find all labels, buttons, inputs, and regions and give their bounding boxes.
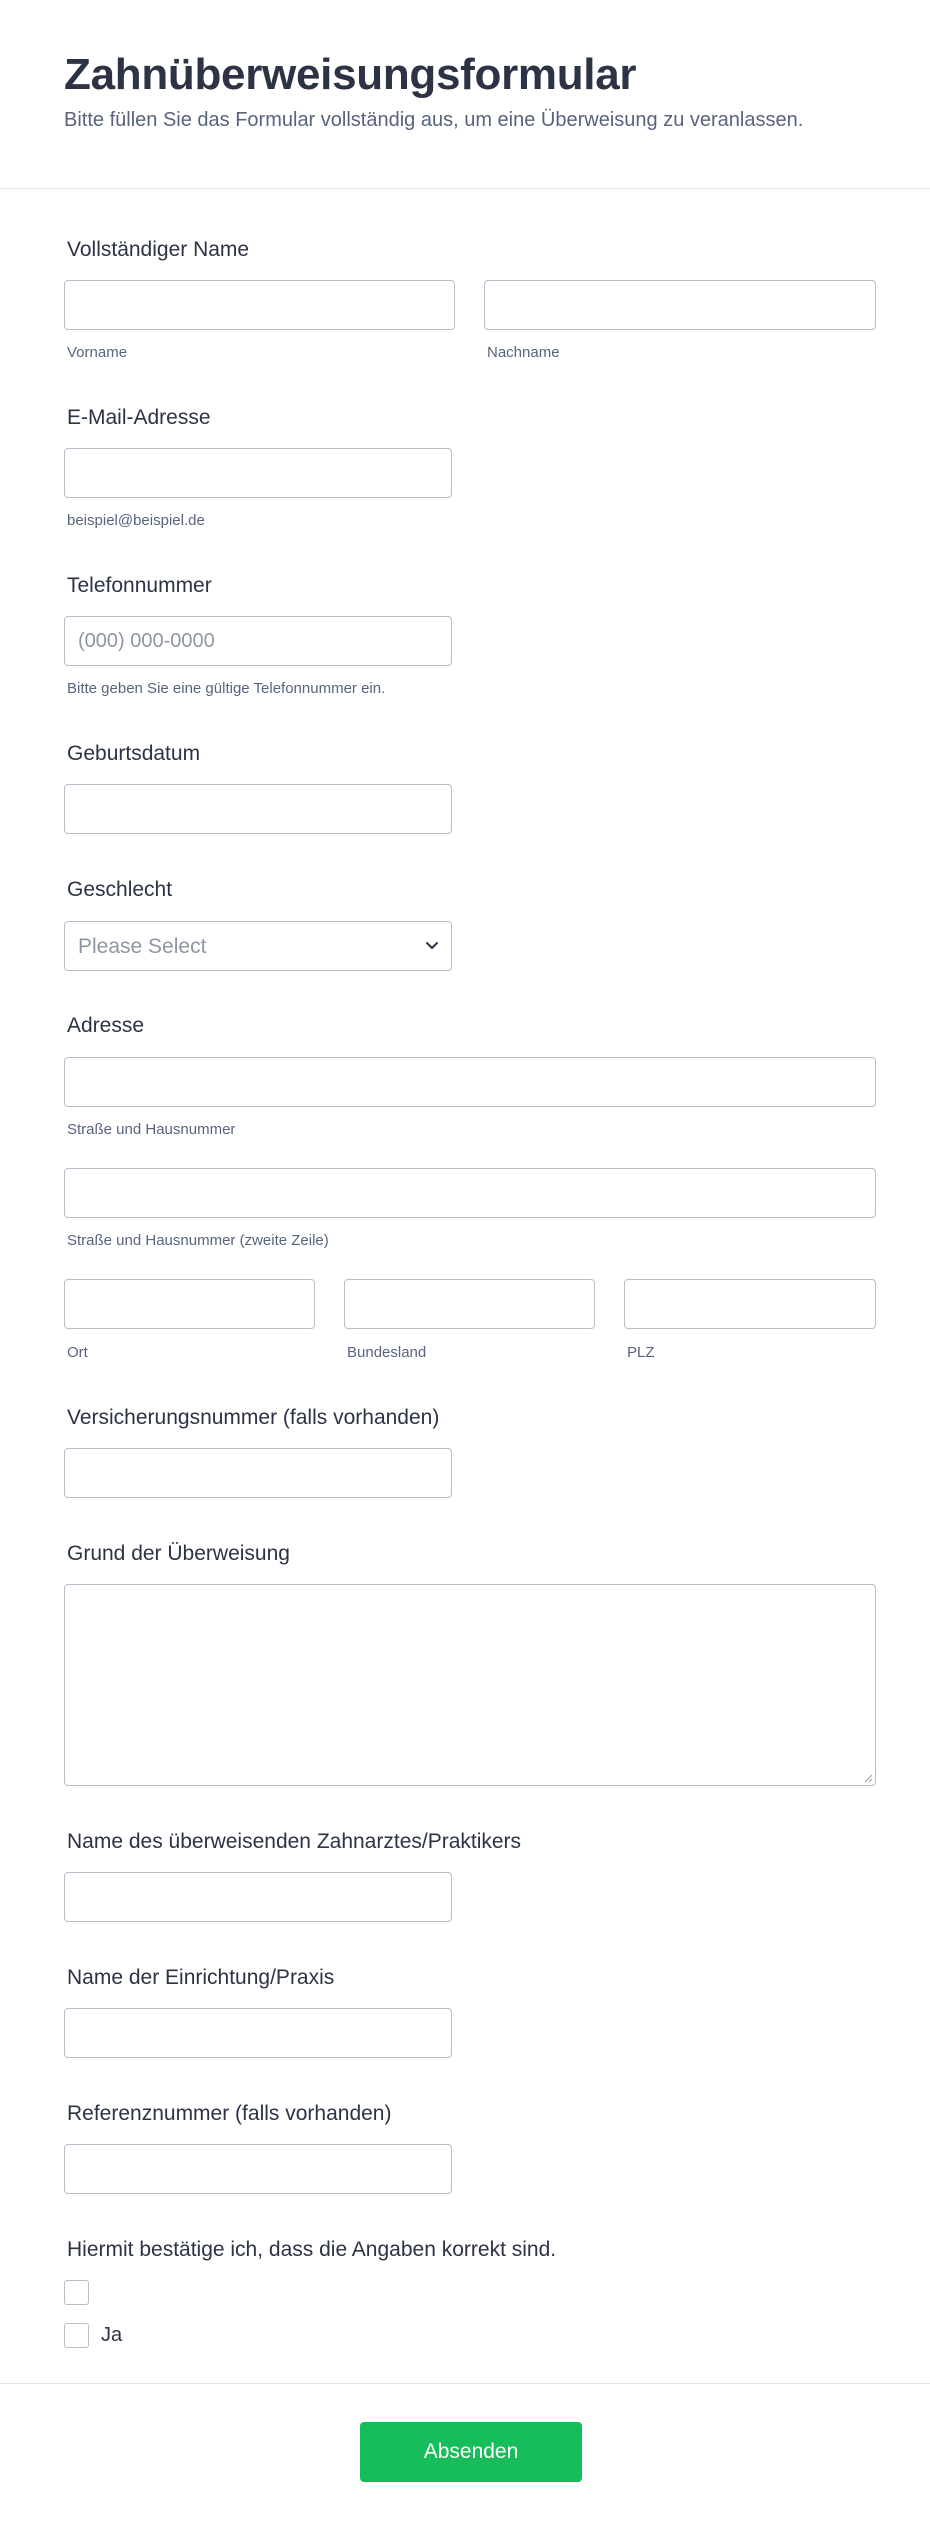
first-name-sublabel: Vorname bbox=[67, 344, 128, 361]
facility-input[interactable] bbox=[64, 2008, 452, 2058]
full-name-label: Vollständiger Name bbox=[67, 238, 250, 261]
chevron-down-icon bbox=[423, 937, 441, 955]
resize-grip-icon[interactable] bbox=[863, 1773, 873, 1783]
reference-label: Referenznummer (falls vorhanden) bbox=[67, 2102, 392, 2125]
last-name-sublabel: Nachname bbox=[487, 344, 560, 361]
form-subtitle: Bitte füllen Sie das Formular vollständig aus, um eine Überweisung zu veranlassen. bbox=[64, 109, 804, 131]
form-header bbox=[0, 0, 930, 189]
insurance-input[interactable] bbox=[64, 1448, 452, 1498]
street-sublabel: Straße und Hausnummer bbox=[67, 1121, 236, 1138]
phone-label: Telefonnummer bbox=[67, 574, 212, 597]
phone-sublabel: Bitte geben Sie eine gültige Telefonnummer ein. bbox=[67, 680, 386, 697]
insurance-label: Versicherungsnummer (falls vorhanden) bbox=[67, 1406, 440, 1429]
email-sublabel: beispiel@beispiel.de bbox=[67, 512, 205, 529]
reason-textarea[interactable] bbox=[64, 1584, 876, 1786]
street2-input[interactable] bbox=[64, 1168, 876, 1218]
gender-label: Geschlecht bbox=[67, 878, 173, 901]
gender-select[interactable] bbox=[64, 921, 452, 971]
state-input[interactable] bbox=[344, 1279, 595, 1329]
form-title: Zahnüberweisungsformular bbox=[64, 50, 637, 99]
dentist-input[interactable] bbox=[64, 1872, 452, 1922]
city-sublabel: Ort bbox=[67, 1344, 88, 1361]
email-label: E-Mail-Adresse bbox=[67, 406, 211, 429]
address-label: Adresse bbox=[67, 1014, 145, 1037]
confirm-option-ja-label[interactable]: Ja bbox=[101, 2324, 123, 2346]
submit-button[interactable]: Absenden bbox=[360, 2422, 582, 2482]
footer-divider bbox=[0, 2383, 930, 2384]
birthdate-input[interactable] bbox=[64, 784, 452, 834]
first-name-input[interactable] bbox=[64, 280, 455, 330]
street-input[interactable] bbox=[64, 1057, 876, 1107]
facility-label: Name der Einrichtung/Praxis bbox=[67, 1966, 335, 1989]
last-name-input[interactable] bbox=[484, 280, 876, 330]
phone-input[interactable] bbox=[64, 616, 452, 666]
confirm-checkbox-ja[interactable] bbox=[64, 2323, 89, 2348]
zip-input[interactable] bbox=[624, 1279, 876, 1329]
zip-sublabel: PLZ bbox=[627, 1344, 655, 1361]
reference-input[interactable] bbox=[64, 2144, 452, 2194]
email-input[interactable] bbox=[64, 448, 452, 498]
confirm-checkbox-1[interactable] bbox=[64, 2280, 89, 2305]
state-sublabel: Bundesland bbox=[347, 1344, 427, 1361]
dentist-label: Name des überweisenden Zahnarztes/Praktikers bbox=[67, 1830, 522, 1853]
city-input[interactable] bbox=[64, 1279, 315, 1329]
birthdate-label: Geburtsdatum bbox=[67, 742, 201, 765]
confirm-label: Hiermit bestätige ich, dass die Angaben korrekt sind. bbox=[67, 2238, 557, 2261]
gender-select-value: Please Select bbox=[78, 935, 207, 958]
reason-label: Grund der Überweisung bbox=[67, 1542, 290, 1565]
street2-sublabel: Straße und Hausnummer (zweite Zeile) bbox=[67, 1232, 329, 1249]
